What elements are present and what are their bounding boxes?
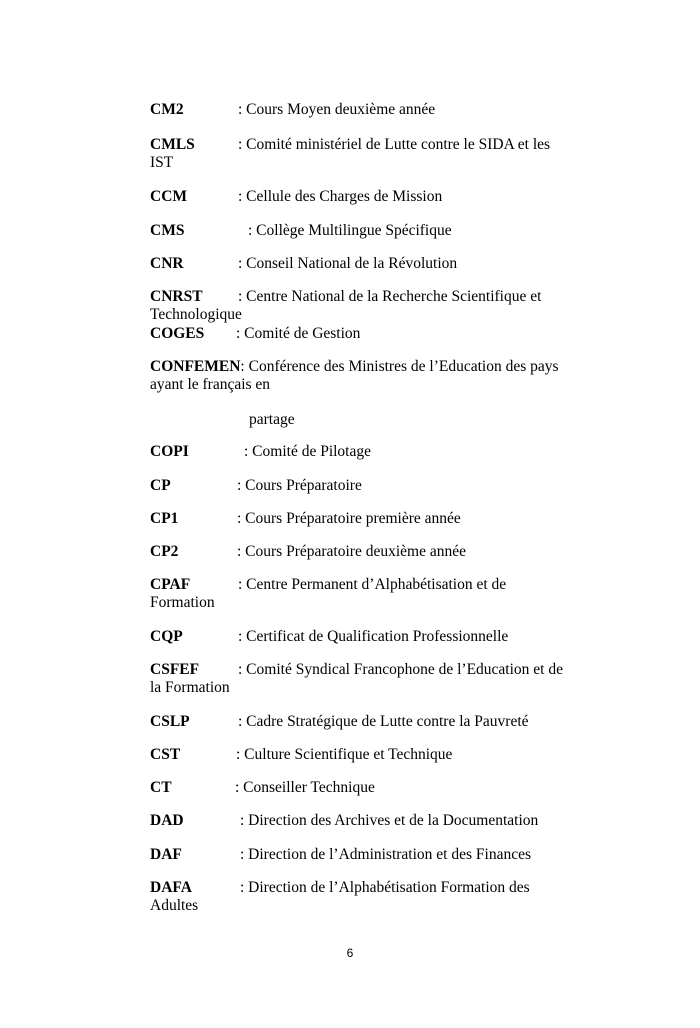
glossary-entry <box>150 779 590 797</box>
glossary-entry <box>150 222 590 240</box>
abbreviation: CST <box>150 746 181 763</box>
glossary-entry <box>150 543 590 561</box>
definition: : Centre National de la Recherche Scientifique et <box>238 288 542 305</box>
definition: : Cellule des Charges de Mission <box>238 188 443 205</box>
definition-continuation: Technologique <box>150 306 242 323</box>
definition: : Certificat de Qualification Professionnelle <box>238 628 509 645</box>
glossary-entry <box>150 136 590 172</box>
definition-continuation: ayant le français en <box>150 376 271 393</box>
glossary-entry <box>150 325 590 343</box>
abbreviation: DAFA <box>150 879 192 896</box>
glossary-entry <box>150 879 590 915</box>
definition: : Conférence des Ministres de l’Education des pays <box>240 358 559 375</box>
abbreviation: CSFEF <box>150 661 200 678</box>
glossary-entry <box>150 661 590 697</box>
definition-continuation: IST <box>150 154 174 171</box>
abbreviation: CSLP <box>150 713 190 730</box>
abbreviation: CCM <box>150 188 188 205</box>
abbreviation: CMS <box>150 222 185 239</box>
abbreviation: CM2 <box>150 101 184 118</box>
glossary-entry <box>150 255 590 273</box>
glossary-entry <box>150 443 590 461</box>
definition: : Direction des Archives et de la Documentation <box>240 812 539 829</box>
abbreviation: CMLS <box>150 136 195 153</box>
definition-continuation: la Formation <box>150 679 230 696</box>
abbreviation: CPAF <box>150 576 191 593</box>
definition-continuation-line <box>249 411 689 429</box>
definition: : Comité Syndical Francophone de l’Education et de <box>238 661 563 678</box>
page-number: 6 <box>346 946 354 960</box>
glossary-entry <box>150 746 590 764</box>
abbreviation: DAD <box>150 812 184 829</box>
glossary-entry <box>150 188 590 206</box>
definition: : Direction de l’Alphabétisation Formation des <box>240 879 530 896</box>
glossary-entry <box>150 288 590 324</box>
abbreviation: DAF <box>150 846 182 863</box>
definition: : Cours Moyen deuxième année <box>238 101 436 118</box>
definition: : Cours Préparatoire deuxième année <box>237 543 466 560</box>
abbreviation: CNR <box>150 255 184 272</box>
abbreviation: CNRST <box>150 288 203 305</box>
definition: : Cadre Stratégique de Lutte contre la Pauvreté <box>238 713 529 730</box>
definition: : Cours Préparatoire première année <box>237 510 461 527</box>
abbreviation: CT <box>150 779 172 796</box>
glossary-entry <box>150 510 590 528</box>
definition-continuation: Formation <box>150 594 215 611</box>
definition: : Comité ministériel de Lutte contre le SIDA et les <box>238 136 551 153</box>
definition: : Direction de l’Administration et des Finances <box>240 846 531 863</box>
glossary-entry <box>150 358 590 394</box>
abbreviation: COGES <box>150 325 205 342</box>
glossary-entry <box>150 477 590 495</box>
definition: : Culture Scientifique et Technique <box>236 746 453 763</box>
glossary-entry <box>150 846 590 864</box>
abbreviation: CP2 <box>150 543 179 560</box>
glossary-entry <box>150 628 590 646</box>
abbreviation: CP <box>150 477 171 494</box>
glossary-entry <box>150 713 590 731</box>
definition: : Collège Multilingue Spécifique <box>248 222 452 239</box>
definition: : Comité de Gestion <box>236 325 361 342</box>
definition: : Conseiller Technique <box>235 779 375 796</box>
definition: : Comité de Pilotage <box>244 443 371 460</box>
definition-continuation: Adultes <box>150 897 199 914</box>
glossary-entry <box>150 101 590 119</box>
abbreviation: COPI <box>150 443 189 460</box>
glossary-entry <box>150 812 590 830</box>
definition: : Centre Permanent d’Alphabétisation et de <box>238 576 507 593</box>
abbreviation: CP1 <box>150 510 179 527</box>
definition: : Cours Préparatoire <box>237 477 362 494</box>
abbreviation: CONFEMEN <box>150 358 241 375</box>
abbreviation: CQP <box>150 628 183 645</box>
definition-continuation: partage <box>249 411 295 428</box>
definition: : Conseil National de la Révolution <box>238 255 458 272</box>
glossary-entry <box>150 576 590 612</box>
